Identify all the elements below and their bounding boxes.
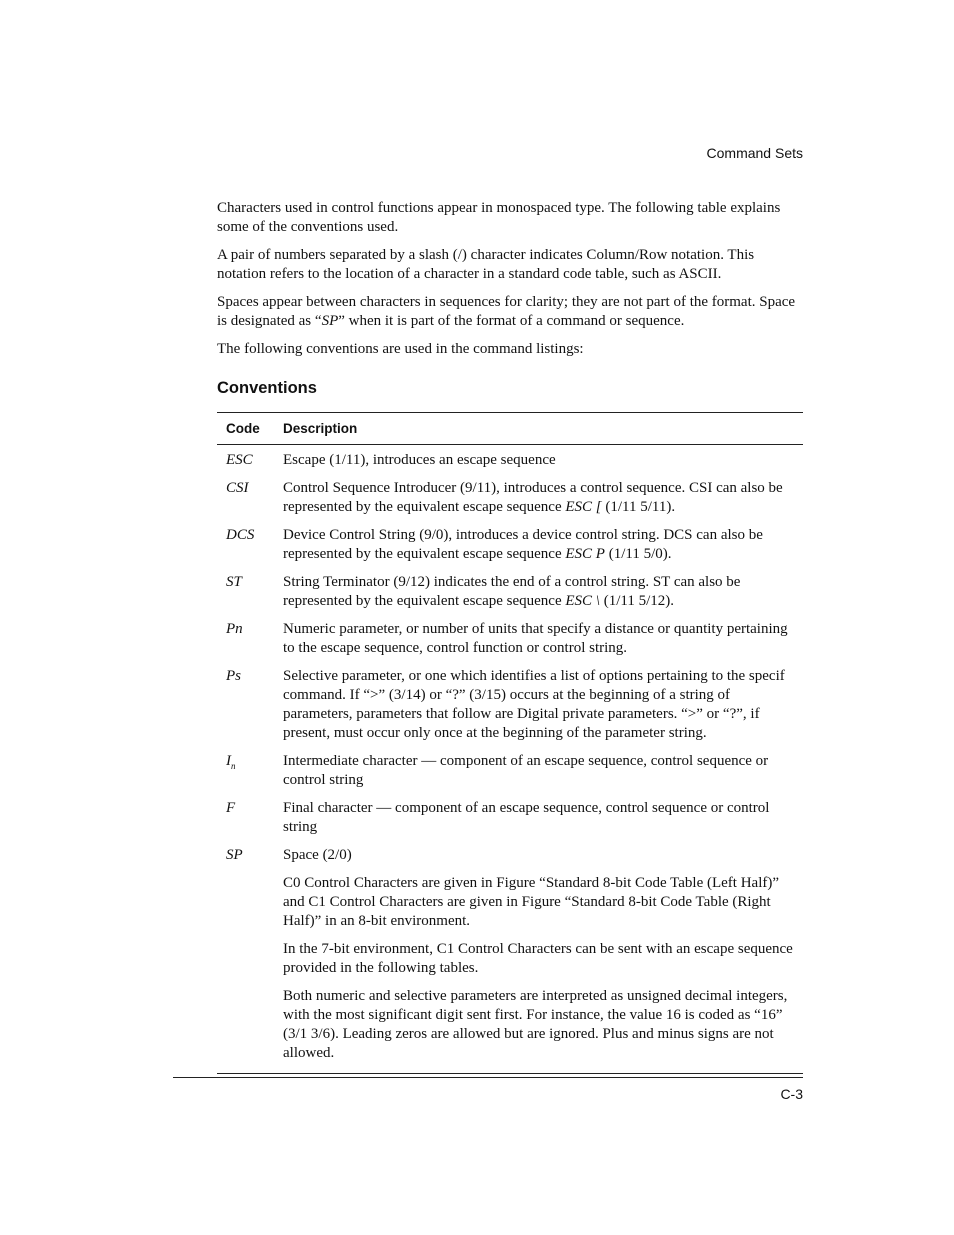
code-ps: Ps (226, 668, 241, 684)
dcs-text-after: (1/11 5/0). (604, 546, 672, 562)
header-description: Description (283, 413, 803, 445)
code-pn: Pn (226, 621, 243, 637)
code-f: F (226, 800, 236, 816)
table-row (217, 445, 803, 480)
table-row (217, 573, 803, 620)
table-row (217, 752, 803, 799)
page-number: C-3 (780, 1086, 803, 1102)
code-csi: CSI (226, 480, 249, 496)
in-code-letter: I (226, 753, 231, 769)
spaces-text-before: Spaces appear between characters in sequences for clarity; they are not part of the format. Space is designated as “ (217, 294, 796, 329)
note-parameters: Both numeric and selective parameters are interpreted as unsigned decimal integers, with the most significant digit sent first. For instance, the value 16 is coded as “16” (3/1 3/6). Leading zeros are allowed but are ignored. Plus and minus signs are not allowed. (283, 987, 803, 1074)
footer-rule (173, 1077, 803, 1078)
intro-paragraph-2: A pair of numbers separated by a slash (/) character indicates Column/Row notation. This notation refers to the location of a character in a standard code table, such as ASCII. (217, 247, 755, 282)
code-sp: SP (226, 847, 243, 863)
table-row (217, 479, 803, 526)
csi-text: Control Sequence Introducer (9/11), introduces a control sequence. CSI can also be represented by the equivalent escape sequence (283, 480, 783, 515)
code-empty (217, 940, 283, 987)
dcs-text: Device Control String (9/0), introduces a device control string. DCS can also be represented by the equivalent escape sequence (283, 527, 763, 562)
desc-in: Intermediate character — component of an escape sequence, control sequence or control string (283, 753, 769, 788)
table-row (217, 526, 803, 573)
page-content (217, 199, 803, 1074)
sp-term: SP (321, 313, 339, 329)
code-empty (217, 987, 283, 1074)
table-row (217, 667, 803, 752)
desc-csi (283, 479, 803, 526)
running-header: Command Sets (706, 145, 803, 161)
table-row (217, 987, 803, 1074)
desc-pn: Numeric parameter, or number of units that specify a distance or quantity pertaining to the escape sequence, control function or control string. (283, 621, 788, 656)
table-header-row (217, 413, 803, 445)
table-row (217, 940, 803, 987)
header-code: Code (217, 413, 283, 445)
desc-st (283, 573, 803, 620)
conventions-table (217, 412, 803, 1074)
intro-paragraph-1: Characters used in control functions appear in monospaced type. The following table explains some of the conventions used. (217, 200, 781, 235)
section-title: Conventions (217, 379, 317, 397)
desc-ps: Selective parameter, or one which identifies a list of options pertaining to the specif command. If “>” (3/14) or “?” (3/15) occurs at the beginning of a string of parameters, parameters that follow are Digital private parameters. “>” or “?”, if present, must occur only once at the beginning of the parameter string. (283, 668, 785, 741)
csi-seq: ESC [ (565, 499, 602, 515)
desc-esc: Escape (1/11), introduces an escape sequence (283, 452, 556, 468)
table-row (217, 799, 803, 846)
code-st: ST (226, 574, 242, 590)
code-empty (217, 874, 283, 940)
note-c0-c1: C0 Control Characters are given in Figure “Standard 8-bit Code Table (Left Half)” and C1 Control Characters are given in Figure “Standard 8-bit Code Table (Right Half)” in an 8-bit environment. (283, 875, 780, 929)
code-in (217, 752, 283, 799)
code-esc: ESC (226, 452, 253, 468)
desc-dcs (283, 526, 803, 573)
table-row (217, 620, 803, 667)
table-row (217, 874, 803, 940)
table-row (217, 846, 803, 874)
desc-sp: Space (2/0) (283, 847, 352, 863)
note-7bit: In the 7-bit environment, C1 Control Characters can be sent with an escape sequence provided in the following tables. (283, 941, 793, 976)
listing-intro: The following conventions are used in the command listings: (217, 341, 584, 357)
dcs-seq: ESC P (565, 546, 605, 562)
spaces-paragraph (217, 293, 803, 331)
desc-f: Final character — component of an escape sequence, control sequence or control string (283, 800, 770, 835)
csi-text-after: (1/11 5/11). (601, 499, 676, 515)
in-code-subscript: n (231, 761, 236, 771)
code-dcs: DCS (226, 527, 255, 543)
st-text-after: (1/11 5/12). (599, 593, 674, 609)
st-seq: ESC \ (565, 593, 600, 609)
st-text: String Terminator (9/12) indicates the end of a control string. ST can also be represented by the equivalent escape sequence (283, 574, 741, 609)
spaces-text-after: ” when it is part of the format of a command or sequence. (338, 313, 685, 329)
